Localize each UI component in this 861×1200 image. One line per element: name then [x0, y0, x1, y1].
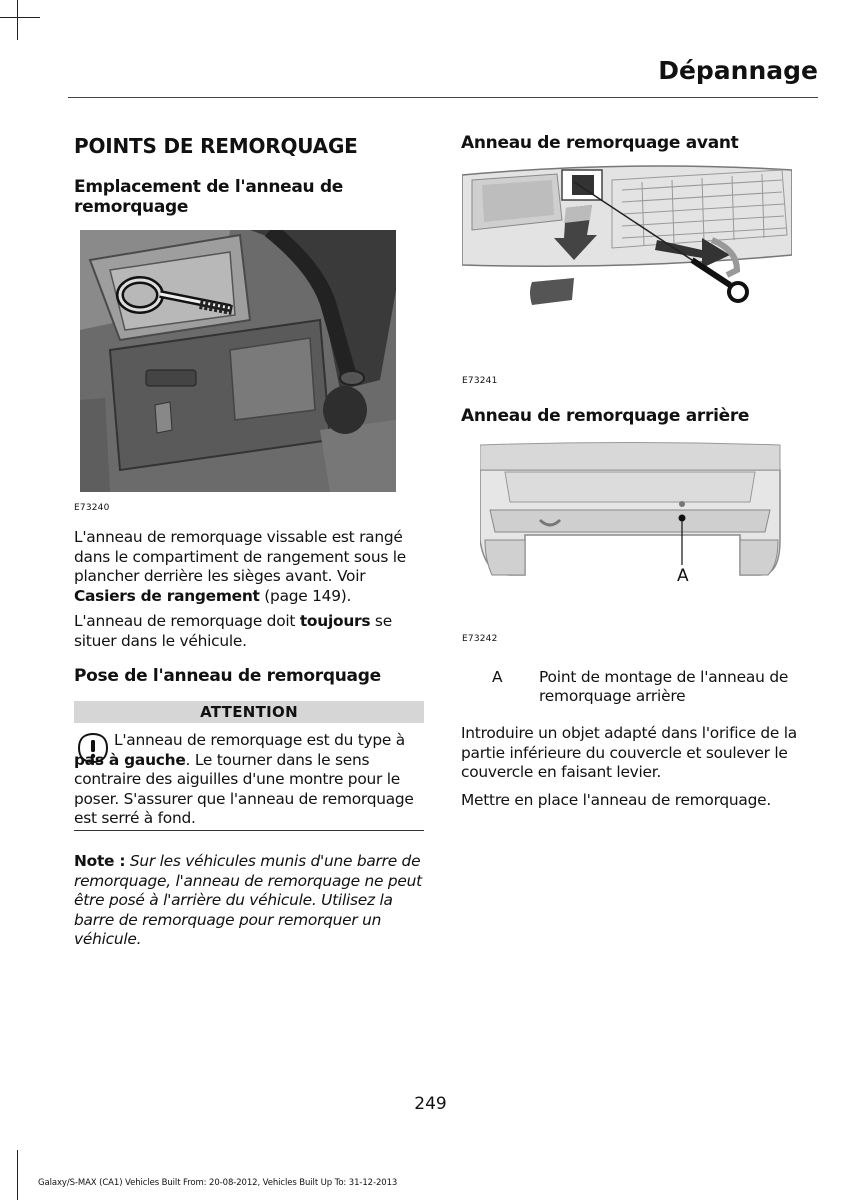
attention-text: L'anneau de remorquage est du type à pas à gauche. Le tourner dans le sens contraire des aiguilles d'une montre pour le poser. S'assurer que l'anneau de remorquage est serré à fond. — [74, 731, 414, 827]
subsection-title-location: Emplacement de l'anneau de remorquage — [74, 177, 344, 217]
crop-mark-bottom-vertical — [17, 1150, 18, 1200]
heading-rear-tow-eye: Anneau de remorquage arrière — [461, 406, 750, 426]
figure-code-e73240: E73240 — [74, 503, 110, 513]
front-bumper-illustration — [462, 160, 792, 315]
heading-front-tow-eye: Anneau de remorquage avant — [461, 133, 739, 153]
figure-rear-tow-eye — [480, 440, 796, 588]
paragraph-storage: L'anneau de remorquage vissable est rangé dans le compartiment de rangement sous le plancher derrière les sièges avant. Voir Casiers de rangement (page 149). — [74, 528, 406, 605]
attention-banner: ATTENTION — [74, 701, 424, 723]
tow-eye-storage-illustration — [80, 230, 396, 492]
crop-mark-top-vertical — [17, 0, 18, 40]
note-paragraph: Note : Sur les véhicules munis d'une barre de remorquage, l'anneau de remorquage ne peut être posé à l'arrière du véhicule. Utilisez la barre de remorquage pour remorquer un véhicule. — [74, 852, 422, 948]
paragraph-fit-eye: Mettre en place l'anneau de remorquage. — [461, 791, 771, 809]
page-header-title: Dépannage — [658, 56, 818, 85]
figure-code-e73241: E73241 — [462, 376, 498, 386]
paragraph-lift-cover: Introduire un objet adapté dans l'orifice de la partie inférieure du couvercle et soulever le couvercle en faisant levier. — [461, 724, 797, 781]
figure-code-e73242: E73242 — [462, 634, 498, 644]
figure-front-tow-eye — [462, 160, 792, 315]
rear-bumper-illustration — [480, 440, 796, 588]
subsection-title-install: Pose de l'anneau de remorquage — [74, 666, 381, 686]
crop-mark-top-horizontal — [0, 17, 40, 18]
attention-bottom-rule — [74, 830, 424, 831]
legend-letter: A — [492, 668, 503, 686]
note-label: Note : — [74, 852, 126, 870]
figure-tow-eye-storage — [80, 230, 396, 492]
page-number: 249 — [414, 1094, 447, 1114]
header-rule — [68, 97, 818, 98]
link-storage-compartments[interactable]: Casiers de rangement — [74, 586, 260, 605]
section-title: POINTS DE REMORQUAGE — [74, 134, 358, 158]
footer-text: Galaxy/S-MAX (CA1) Vehicles Built From: 20-08-2012, Vehicles Built Up To: 31-12-2013 — [38, 1178, 398, 1188]
paragraph-always: L'anneau de remorquage doit toujours se situer dans le véhicule. — [74, 612, 392, 650]
callout-a: A — [677, 566, 689, 586]
legend-text: Point de montage de l'anneau de remorquage arrière — [539, 668, 789, 705]
